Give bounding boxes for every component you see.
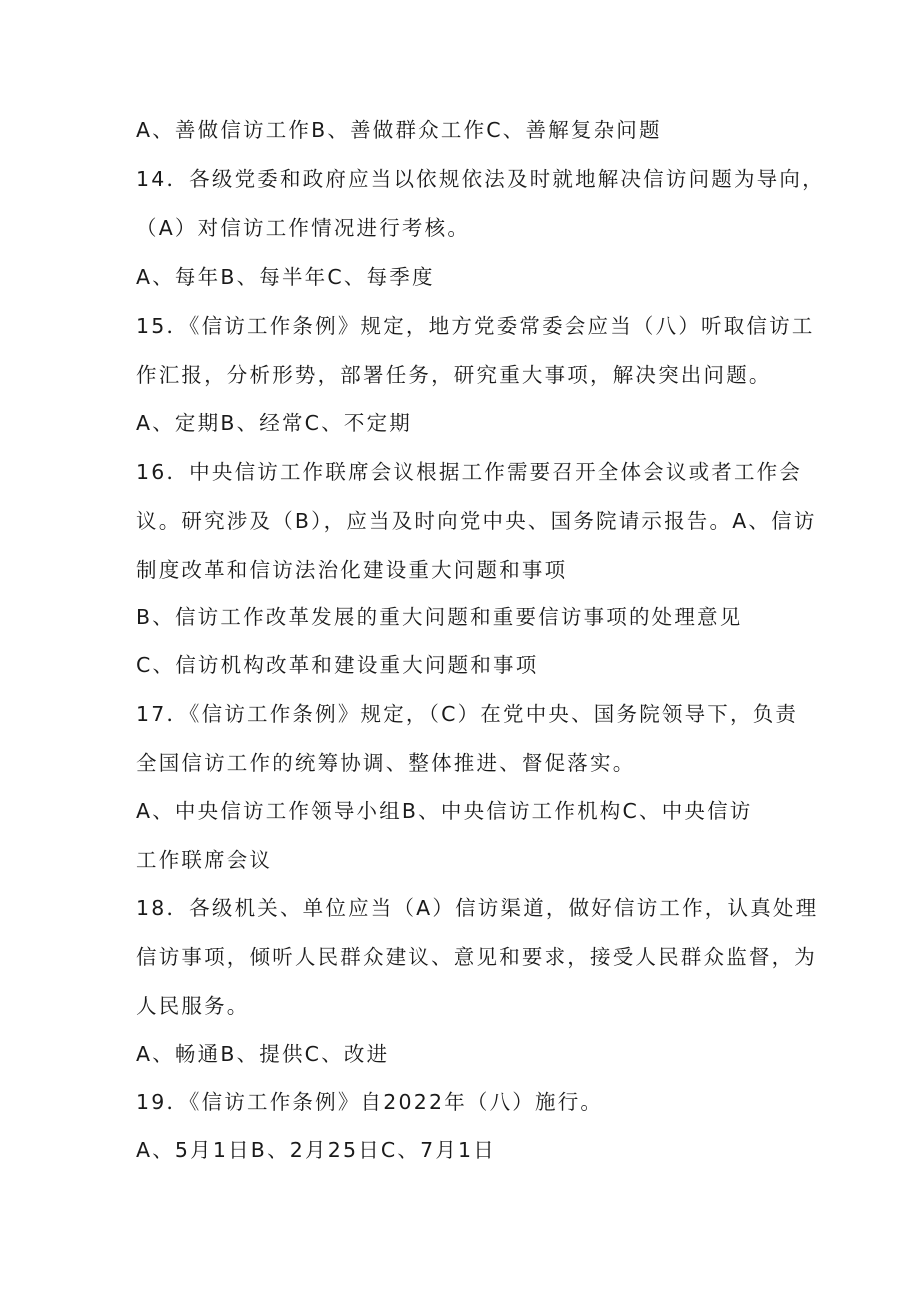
q19-text: 19．《信访工作条例》自2022年（八）施行。 xyxy=(136,1090,604,1114)
q15-options: A、定期B、经常C、不定期 xyxy=(136,411,413,435)
q16-option-a-continued: 制度改革和信访法治化建设重大问题和事项 xyxy=(136,558,568,582)
q17-text-line-1: 17．《信访工作条例》规定，（C）在党中央、国务院领导下，负责 xyxy=(136,702,799,726)
q14-text-line-2: （A）对信访工作情况进行考核。 xyxy=(136,216,471,240)
q15-text-line-1: 15．《信访工作条例》规定，地方党委常委会应当（八）听取信访工 xyxy=(136,314,815,338)
q18-options: A、畅通B、提供C、改进 xyxy=(136,1042,390,1066)
q18-text-line-1: 18．各级机关、单位应当（A）信访渠道，做好信访工作，认真处理 xyxy=(136,896,819,920)
q18-text-line-2: 信访事项，倾听人民群众建议、意见和要求，接受人民群众监督，为 xyxy=(136,945,817,969)
q17-text-line-2: 全国信访工作的统筹协调、整体推进、督促落实。 xyxy=(136,751,636,775)
q17-options-line-2: 工作联席会议 xyxy=(136,848,273,872)
q18-text-line-3: 人民服务。 xyxy=(136,994,250,1018)
q16-text-line-2: 议。研究涉及（B），应当及时向党中央、国务院请示报告。A、信访 xyxy=(136,509,817,533)
q16-option-c: C、信访机构改革和建设重大问题和事项 xyxy=(136,653,539,677)
q14-text-line-1: 14．各级党委和政府应当以依规依法及时就地解决信访问题为导向， xyxy=(136,167,825,191)
q17-options-line-1: A、中央信访工作领导小组B、中央信访工作机构C、中央信访 xyxy=(136,799,753,823)
q15-text-line-2: 作汇报，分析形势，部署任务，研究重大事项，解决突出问题。 xyxy=(136,363,772,387)
q16-text-line-1: 16．中央信访工作联席会议根据工作需要召开全体会议或者工作会 xyxy=(136,460,803,484)
q16-option-b: B、信访工作改革发展的重大问题和重要信访事项的处理意见 xyxy=(136,605,743,629)
q13-options: A、善做信访工作B、善做群众工作C、善解复杂问题 xyxy=(136,118,662,142)
q14-options: A、每年B、每半年C、每季度 xyxy=(136,265,435,289)
q19-options: A、5月1日B、2月25日C、7月1日 xyxy=(136,1138,496,1162)
